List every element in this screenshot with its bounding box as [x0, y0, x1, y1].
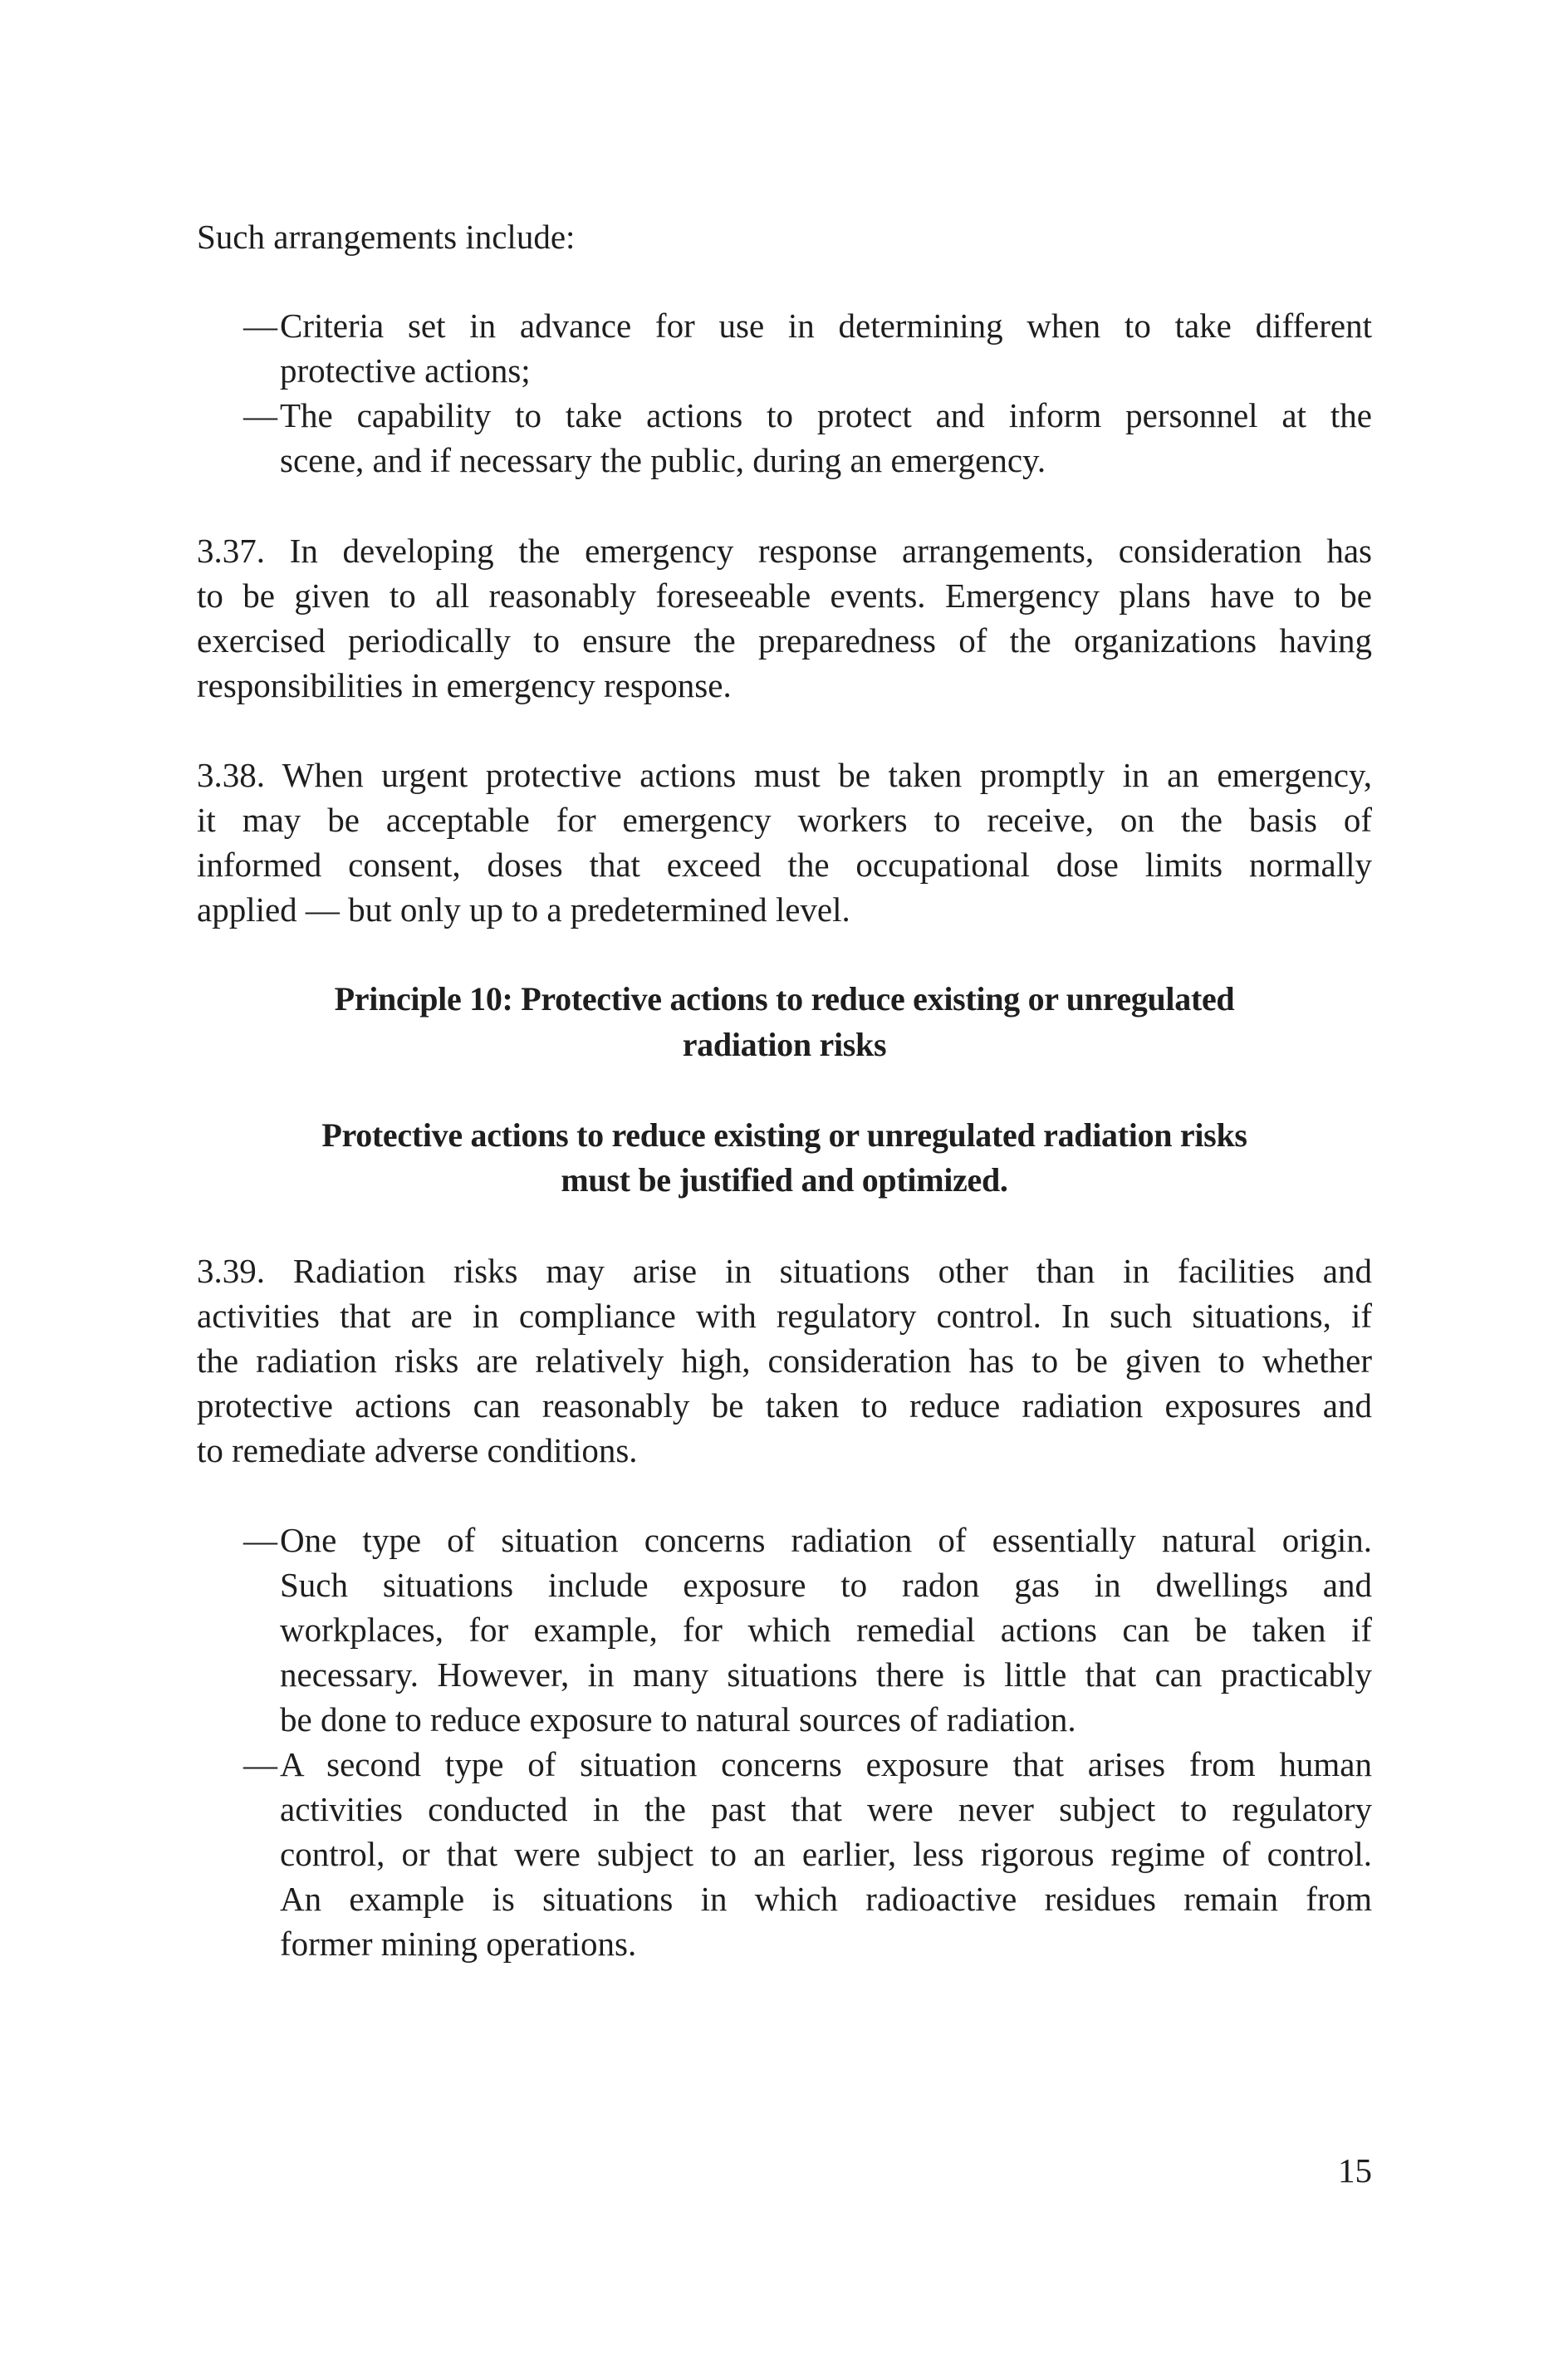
bullet-line: One type of situation concerns radiation of essentially natural origin. — [280, 1521, 1372, 1559]
paragraph-line: to remediate adverse conditions. — [197, 1431, 638, 1469]
bullet-line: A second type of situation concerns exposure that arises from human — [280, 1745, 1372, 1783]
paragraph-line: 3.39. Radiation risks may arise in situations other than in facilities and — [197, 1252, 1372, 1290]
bullet-line: necessary. However, in many situations there is little that can practicably — [280, 1655, 1372, 1694]
paragraph-line: informed consent, doses that exceed the occupational dose limits normally — [197, 846, 1372, 884]
bullet-line: Such situations include exposure to radon gas in dwellings and — [280, 1566, 1372, 1604]
bullet-line: An example is situations in which radioactive residues remain from — [280, 1880, 1372, 1918]
heading-line: Principle 10: Protective actions to reduce existing or unregulated — [334, 980, 1235, 1018]
paragraph-line: exercised periodically to ensure the preparedness of the organizations having — [197, 621, 1372, 660]
statement-line: must be justified and optimized. — [561, 1161, 1008, 1199]
dash-bullet-icon: — — [243, 1745, 277, 1783]
paragraph-line: 3.37. In developing the emergency response arrangements, consideration has — [197, 532, 1372, 570]
bullet-line: The capability to take actions to protect and inform personnel at the — [280, 396, 1372, 434]
bullet-line: former mining operations. — [280, 1925, 637, 1963]
page-number: 15 — [1338, 2151, 1372, 2190]
bullet-line: activities conducted in the past that were never subject to regulatory — [280, 1790, 1372, 1828]
bullet-line: be done to reduce exposure to natural sources of radiation. — [280, 1700, 1076, 1739]
bullet-line: workplaces, for example, for which remedial actions can be taken if — [280, 1611, 1372, 1649]
paragraph-line: activities that are in compliance with regulatory control. In such situations, if — [197, 1297, 1372, 1335]
bullet-line: scene, and if necessary the public, during an emergency. — [280, 441, 1046, 479]
intro-text: Such arrangements include: — [197, 218, 576, 256]
paragraph-line: it may be acceptable for emergency workers to receive, on the basis of — [197, 801, 1372, 839]
paragraph-line: protective actions can reasonably be taken to reduce radiation exposures and — [197, 1386, 1372, 1425]
dash-bullet-icon: — — [243, 1521, 277, 1559]
paragraph-line: to be given to all reasonably foreseeable events. Emergency plans have to be — [197, 576, 1372, 615]
heading-line: radiation risks — [682, 1026, 887, 1063]
paragraph-line: the radiation risks are relatively high, consideration has to be given to whether — [197, 1341, 1372, 1380]
statement-line: Protective actions to reduce existing or unregulated radiation risks — [321, 1116, 1247, 1154]
dash-bullet-icon: — — [243, 307, 277, 345]
dash-bullet-icon: — — [243, 396, 277, 434]
paragraph-line: 3.38. When urgent protective actions must be taken promptly in an emergency, — [197, 756, 1372, 794]
paragraph-line: applied — but only up to a predetermined level. — [197, 890, 850, 929]
bullet-line: Criteria set in advance for use in determining when to take different — [280, 307, 1372, 345]
bullet-line: control, or that were subject to an earlier, less rigorous regime of control. — [280, 1835, 1372, 1873]
bullet-line: protective actions; — [280, 351, 531, 390]
paragraph-line: responsibilities in emergency response. — [197, 666, 732, 704]
